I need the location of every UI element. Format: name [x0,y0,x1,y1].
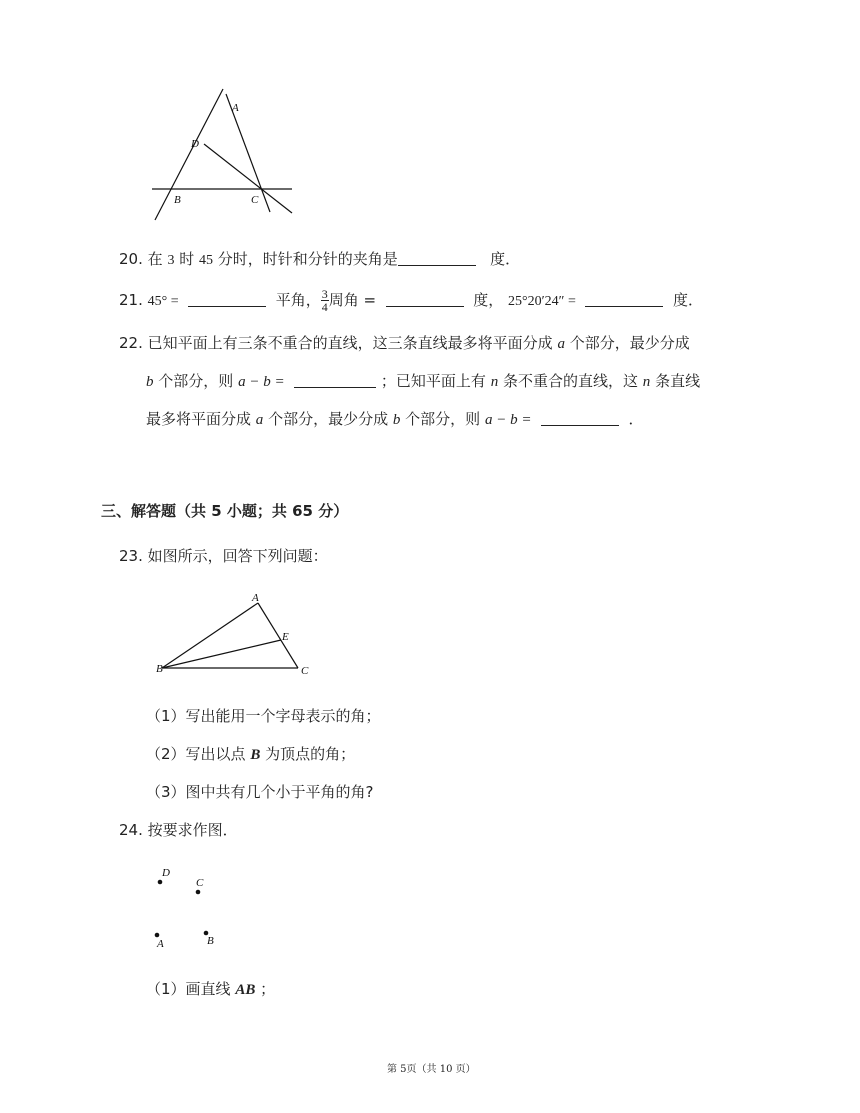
figure-angle-lines [140,80,310,230]
answer-blank[interactable] [188,292,266,307]
page-footer: 第 5页（共 10 页） [387,1064,476,1075]
label-b: B [207,935,214,947]
segment-be [162,640,281,668]
segment-ab [162,603,258,668]
answer-blank[interactable] [585,292,663,307]
question-number: 20. [119,250,143,268]
label-a: A [252,592,259,604]
question-23-part-3: （3）图中共有几个小于平角的角? [146,783,374,801]
question-21: 21. 45° = 平角， $\frac{3}{4}$ 周角 = 度， 25°20′24″ = 度． [119,287,703,314]
answer-blank[interactable] [294,373,376,388]
label-c: C [301,665,309,677]
answer-blank[interactable] [541,411,619,426]
label-a: A [232,102,239,114]
point-d [158,880,163,885]
label-c: C [196,877,204,889]
section-heading: 三、解答题（共 5 小题；共 65 分） [101,502,349,520]
question-22-line-1: 22. 已知平面上有三条不重合的直线，这三条直线最多将平面分成 a 个部分，最少分成 [119,334,690,352]
question-22-line-3: 最多将平面分成 a 个部分，最少分成 b 个部分，则 a − b = ． [146,410,644,428]
question-number: 24. [119,821,143,839]
segment-ac [258,603,298,668]
question-24: 24. 按要求作图． [119,821,238,839]
label-d: D [191,138,199,150]
answer-blank[interactable] [398,251,476,266]
question-number: 21. [119,291,143,309]
question-23-part-2: （2）写出以点 B 为顶点的角； [146,745,356,763]
figure-four-points [145,862,235,952]
question-20: 20. 在 3 时 45 分时，时针和分针的夹角是 度． [119,250,521,268]
question-number: 22. [119,334,143,352]
fraction-three-quarters: $\frac{3}{4}$ [321,287,328,314]
label-b: B [174,194,181,206]
question-23: 23. 如图所示，回答下列问题： [119,547,328,565]
label-a: A [157,938,164,950]
point-c [196,890,201,895]
label-e: E [282,631,289,643]
label-c: C [251,194,259,206]
label-d: D [162,867,170,879]
point-a [155,933,160,938]
question-24-part-1: （1）画直线 AB ； [146,980,276,998]
figure-triangle-abc [150,588,320,683]
question-22-line-2: b 个部分，则 a − b = ；已知平面上有 n 条不重合的直线，这 n 条直线 [146,372,701,390]
question-number: 23. [119,547,143,565]
answer-blank[interactable] [386,292,464,307]
line-ab [155,89,223,220]
question-23-part-1: （1）写出能用一个字母表示的角； [146,707,381,725]
label-b: B [156,663,163,675]
